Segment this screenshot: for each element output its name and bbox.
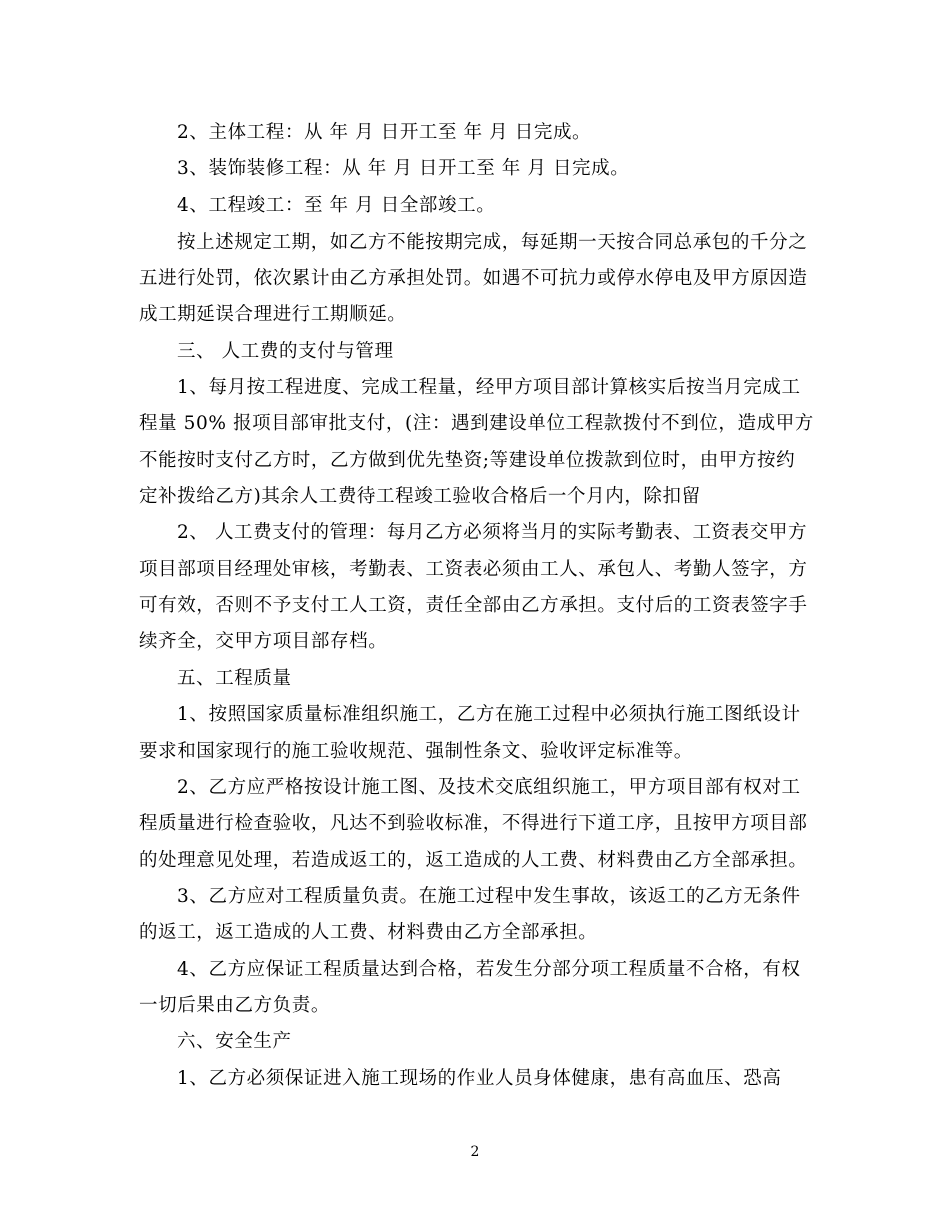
paragraph-line: 的返工，返工造成的人工费、材料费由乙方全部承担。 [139,922,598,943]
paragraph-line: 一切后果由乙方负责。 [139,995,331,1016]
paragraph-line: 续齐全，交甲方项目部存档。 [139,631,388,652]
paragraph-line: 的处理意见处理，若造成返工的，返工造成的人工费、材料费由乙方全部承担。 [139,850,808,871]
paragraph-line: 程质量进行检查验收，凡达不到验收标准，不得进行下道工序，且按甲方项目部 [139,813,808,834]
paragraph-line: 2、 人工费支付的管理：每月乙方必须将当月的实际考勤表、工资表交甲方 [177,522,808,543]
paragraph-line: 程量 50% 报项目部审批支付，(注：遇到建设单位工程款拨付不到位，造成甲方 [139,413,814,434]
paragraph-line: 1、乙方必须保证进入施工现场的作业人员身体健康，患有高血压、恐高 [177,1068,782,1089]
list-item-decoration-construction: 3、装饰装修工程：从 年 月 日开工至 年 月 日完成。 [177,158,630,179]
page-number: 2 [470,1144,480,1160]
paragraph-line: 不能按时支付乙方时，乙方做到优先垫资;等建设单位拨款到位时，由甲方按约 [139,450,796,471]
paragraph-line: 要求和国家现行的施工验收规范、强制性条文、验收评定标准等。 [139,741,693,762]
paragraph-line: 项目部项目经理处审核，考勤表、工资表必须由工人、承包人、考勤人签字，方 [139,559,808,580]
paragraph-line: 2、乙方应严格按设计施工图、及技术交底组织施工，甲方项目部有权对工 [177,777,801,798]
section-heading-quality: 五、工程质量 [177,668,292,689]
list-item-main-construction: 2、主体工程：从 年 月 日开工至 年 月 日完成。 [177,122,592,143]
paragraph-line: 4、乙方应保证工程质量达到合格，若发生分部分项工程质量不合格，有权 [177,959,801,980]
paragraph-line: 成工期延误合理进行工期顺延。 [139,304,407,325]
paragraph-line: 五进行处罚，依次累计由乙方承担处罚。如遇不可抗力或停水停电及甲方原因造 [139,268,808,289]
paragraph-line: 3、乙方应对工程质量负责。在施工过程中发生事故，该返工的乙方无条件 [177,886,801,907]
paragraph-line: 1、按照国家质量标准组织施工，乙方在施工过程中必须执行施工图纸设计 [177,704,801,725]
paragraph-line: 可有效，否则不予支付工人工资，责任全部由乙方承担。支付后的工资表签字手 [139,595,808,616]
paragraph-line: 按上述规定工期，如乙方不能按期完成，每延期一天按合同总承包的千分之 [177,232,808,253]
section-heading-labor-cost: 三、 人工费的支付与管理 [177,341,394,362]
list-item-completion: 4、工程竣工：至 年 月 日全部竣工。 [177,195,496,216]
paragraph-line: 定补拨给乙方)其余人工费待工程竣工验收合格后一个月内，除扣留 [139,486,701,507]
paragraph-line: 1、每月按工程进度、完成工程量，经甲方项目部计算核实后按当月完成工 [177,377,801,398]
section-heading-safety: 六、安全生产 [177,1031,292,1052]
